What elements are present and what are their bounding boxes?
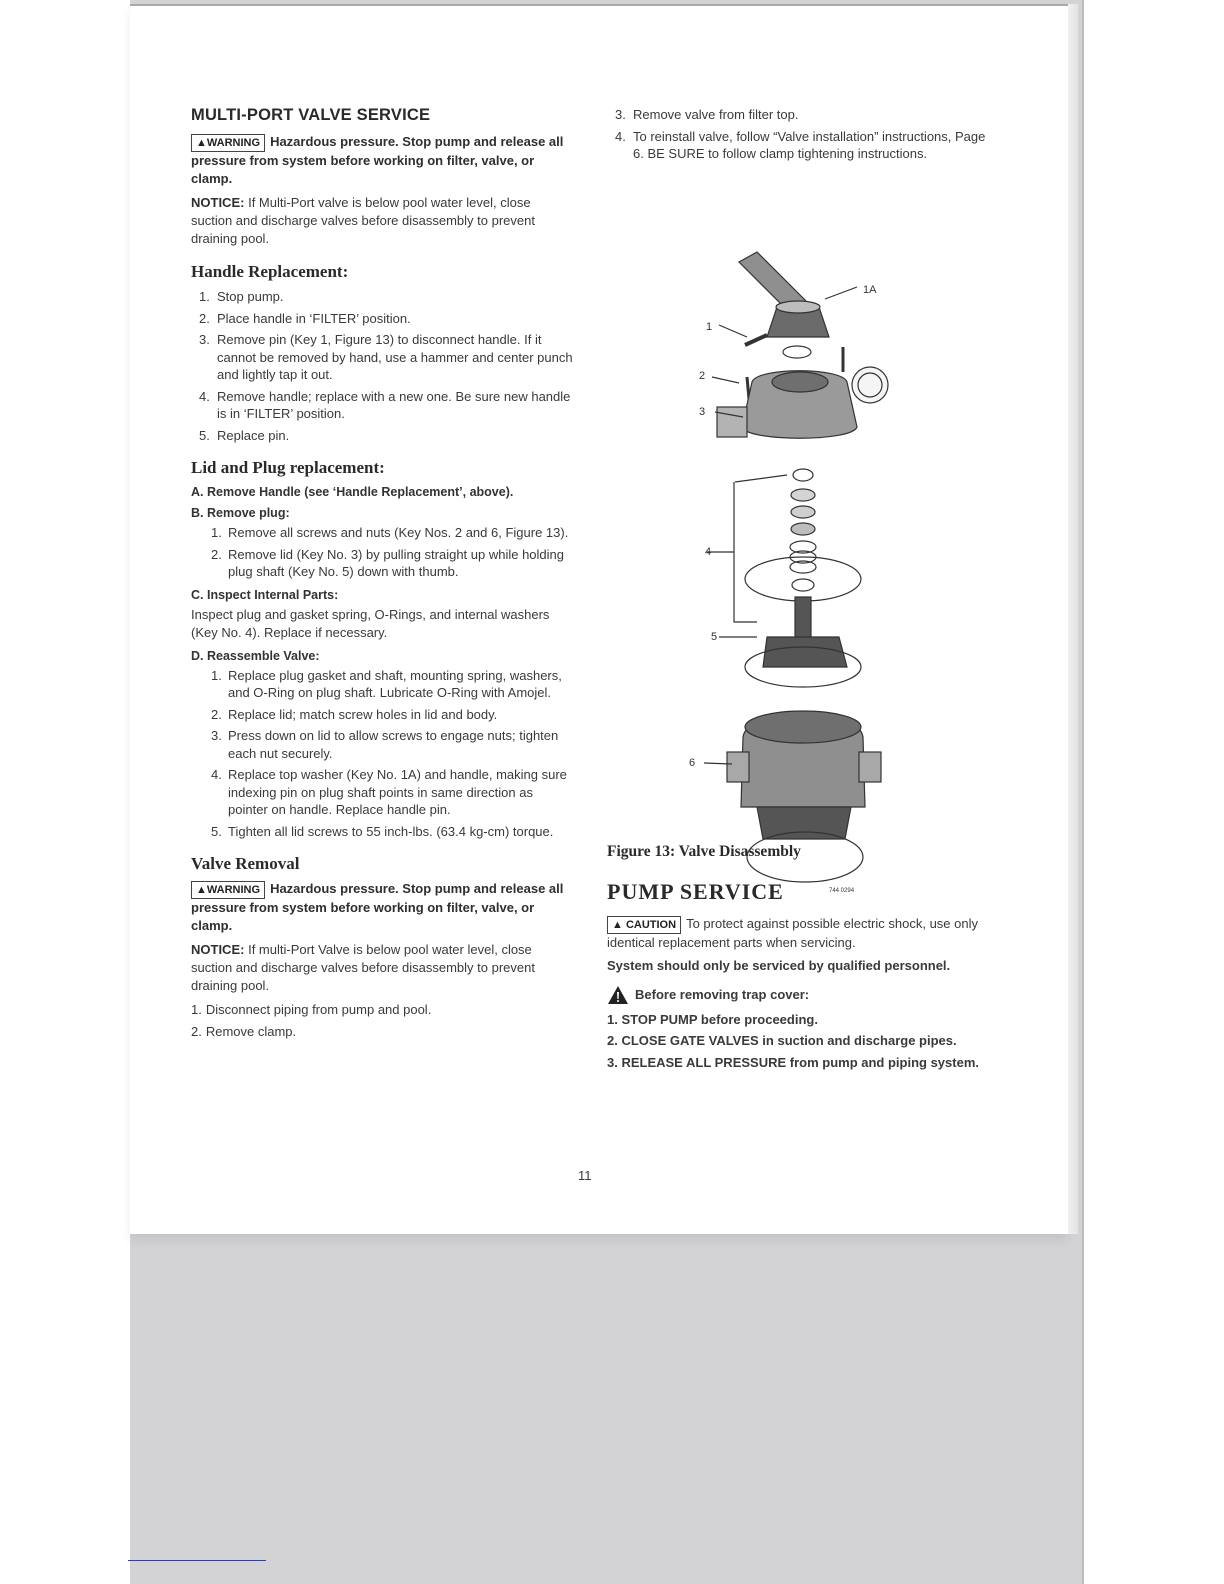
warning-triangle-icon [607,985,629,1005]
trap-heading-text: Before removing trap cover: [635,987,810,1002]
list-item: 5. Replace pin. [199,427,290,443]
notice-label: NOTICE: [191,195,245,210]
warning-badge: ▲WARNING [191,134,265,152]
page-number: 11 [578,1168,592,1183]
pump-service-steps [607,1011,987,1072]
service-note: System should only be serviced by qualified personnel. [607,957,951,973]
remove-plug-steps [191,524,573,581]
list-item: 1. Stop pump. [199,289,284,304]
list-item: 2. Place handle in ‘FILTER’ position. [199,310,411,326]
list-item: 4. Replace top washer (Key No. 1A) and handle, making sure indexing pin on plug shaft points in same direction as pointer on handle. Replace handle pin. [211,767,567,817]
list-item: 2. Remove clamp. [191,1023,297,1039]
list-item: 5. Tighten all lid screws to 55 inch-lbs. (63.4 kg-cm) torque. [211,823,554,839]
list-item: 2. Replace lid; match screw holes in lid and body. [211,706,498,722]
list-item: 4. Remove handle; replace with a new one. Be sure new handle is in ‘FILTER’ position. [199,388,571,421]
caution-badge: ▲ CAUTION [607,916,681,934]
reassemble-steps [191,667,573,841]
removal-steps [191,1001,573,1040]
notice-paragraph [191,194,573,248]
heading-valve-removal: Valve Removal [191,854,300,873]
callout-label: 4 [705,545,712,558]
caution-text: To protect against possible electric shock, use only identical replacement parts when servicing. [607,915,978,950]
subheading-remove-plug: B. Remove plug: [191,506,290,520]
list-item: 3. Remove pin (Key 1, Figure 13) to disconnect handle. If it cannot be removed by hand, use a hammer and center punch and lightly tap it out. [199,332,573,382]
warning-paragraph [191,880,573,935]
inspect-text: Inspect plug and gasket spring, O-Rings, and internal washers (Key No. 4). Replace if necessary. [191,606,550,640]
callout-label: 1A [863,283,877,296]
section-title-multiport: MULTI-PORT VALVE SERVICE [191,106,431,124]
bottom-link-underline [128,1560,266,1561]
warning-text: Hazardous pressure. Stop pump and release all pressure from system before working on filter, valve, or clamp. [191,881,564,933]
section-title-pump-service: PUMP SERVICE [607,878,784,904]
list-item: 4. To reinstall valve, follow “Valve installation” instructions, Page 6. BE SURE to follow clamp tightening instructions. [615,128,986,161]
notice-paragraph [191,941,573,995]
list-item: 3. Press down on lid to allow screws to engage nuts; tighten each nut securely. [211,728,559,761]
notice-text: If Multi-Port valve is below pool water level, close suction and discharge valves before disassembly to prevent draining pool. [191,195,535,246]
list-item: 3. Remove valve from filter top. [615,107,799,122]
notice-label: NOTICE: [191,942,245,957]
trap-cover-heading [607,985,987,1005]
figure-code: 744 0294 [829,887,855,894]
callout-label: 1 [706,320,713,333]
callout-label: 6 [689,756,696,769]
callout-label: 2 [699,369,706,382]
valve-removal-steps-continued [607,106,987,163]
figure-caption: Figure 13: Valve Disassembly [607,842,801,860]
list-item: 2. Remove lid (Key No. 3) by pulling straight up while holding plug shaft (Key No. 5) down with thumb. [211,546,565,579]
list-item: 1. Disconnect piping from pump and pool. [191,1002,432,1017]
subheading-reassemble: D. Reassemble Valve: [191,648,320,663]
subheading-remove-handle: A. Remove Handle (see ‘Handle Replacement’, above). [191,485,514,499]
warning-text: Hazardous pressure. Stop pump and release all pressure from system before working on filter, valve, or clamp. [191,134,564,186]
caution-paragraph [607,915,987,952]
page-edge-shadow [1068,4,1078,1234]
list-item: 1. Remove all screws and nuts (Key Nos. 2 and 6, Figure 13). [211,525,569,540]
heading-handle-replacement: Handle Replacement: [191,262,349,281]
callout-label: 5 [711,630,718,643]
handle-steps [191,288,573,444]
subheading-inspect: C. Inspect Internal Parts: [191,587,339,602]
left-column [191,106,573,1044]
warning-paragraph [191,133,573,188]
list-item: 1. Replace plug gasket and shaft, mounting spring, washers, and O-Ring on plug shaft. Lubricate O-Ring with Amojel. [211,667,562,700]
notice-text: If multi-Port Valve is below pool water level, close suction and discharge valves before disassembly to prevent draining pool. [191,942,535,993]
list-item: 3. RELEASE ALL PRESSURE from pump and piping system. [607,1054,979,1070]
warning-badge: ▲WARNING [191,881,265,899]
right-column [607,106,987,1075]
callout-label: 3 [699,405,706,418]
heading-lid-plug: Lid and Plug replacement: [191,458,385,477]
list-item: 1. STOP PUMP before proceeding. [607,1011,818,1027]
list-item: 2. CLOSE GATE VALVES in suction and discharge pipes. [607,1033,957,1048]
